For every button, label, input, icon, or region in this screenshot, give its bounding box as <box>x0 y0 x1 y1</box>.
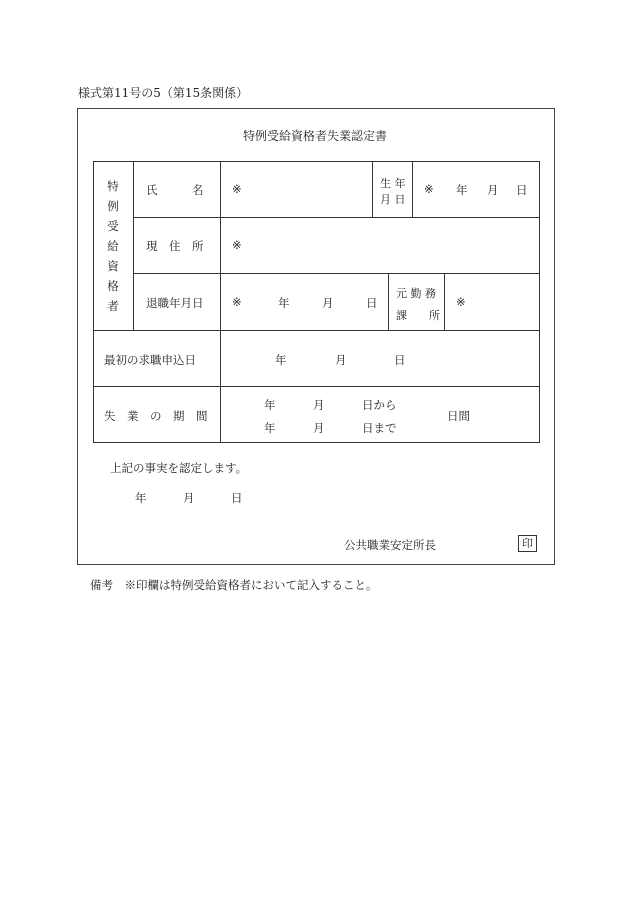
retirement-month-unit: 月 <box>322 296 334 310</box>
birth-year-unit: 年 <box>456 183 468 197</box>
remarks-note: 備考 ※印欄は特例受給資格者において記入すること。 <box>90 578 378 592</box>
first-application-month-unit: 月 <box>335 353 347 367</box>
certification-month-unit: 月 <box>183 491 195 505</box>
period-days-unit: 日間 <box>447 409 470 423</box>
birth-day-unit: 日 <box>516 183 528 197</box>
period-from-month-unit: 月 <box>313 398 325 412</box>
name-field[interactable]: ※ <box>232 182 242 196</box>
name-label: 氏 名 <box>146 183 204 197</box>
unemployment-period-label: 失 業 の 期 間 <box>104 409 208 423</box>
side-label-char: 給 <box>107 239 119 253</box>
retirement-day-unit: 日 <box>366 296 378 310</box>
first-application-label: 最初の求職申込日 <box>104 353 196 367</box>
period-to-month-unit: 月 <box>313 421 325 435</box>
retirement-year-unit: 年 <box>278 296 290 310</box>
birth-date-label-line2: 月 日 <box>380 193 406 206</box>
address-field[interactable]: ※ <box>232 238 242 252</box>
retirement-date-label: 退職年月日 <box>146 296 204 310</box>
document-frame <box>77 108 555 565</box>
certification-statement: 上記の事実を認定します。 <box>110 461 248 475</box>
period-from-day-unit: 日から <box>362 398 397 412</box>
first-application-year-unit: 年 <box>275 353 287 367</box>
birth-date-mark: ※ <box>424 182 434 196</box>
period-to-year-unit: 年 <box>264 421 276 435</box>
side-label-char: 格 <box>107 279 119 293</box>
form-number-label: 様式第11号の5（第15条関係） <box>78 86 249 100</box>
birth-month-unit: 月 <box>487 183 499 197</box>
birth-date-label-line1: 生 年 <box>380 177 406 190</box>
seal-stamp-box[interactable]: 印 <box>518 535 537 552</box>
former-employer-label-line1: 元 勤 務 <box>396 287 436 300</box>
side-label-char: 者 <box>107 299 119 313</box>
period-to-day-unit: 日まで <box>362 421 397 435</box>
side-label-char: 特 <box>107 179 119 193</box>
period-from-year-unit: 年 <box>264 398 276 412</box>
address-label: 現 住 所 <box>146 239 204 253</box>
certification-day-unit: 日 <box>231 491 243 505</box>
side-label-char: 受 <box>107 219 119 233</box>
signatory-title: 公共職業安定所長 <box>344 538 436 552</box>
certification-year-unit: 年 <box>135 491 147 505</box>
document-title: 特例受給資格者失業認定書 <box>242 129 387 143</box>
side-label-char: 資 <box>107 259 119 273</box>
retirement-date-mark: ※ <box>232 295 242 309</box>
former-employer-label-line2: 課 所 <box>396 309 440 322</box>
first-application-day-unit: 日 <box>394 353 406 367</box>
side-label-char: 例 <box>107 199 119 213</box>
side-label-special-recipient <box>93 161 133 331</box>
former-employer-field[interactable]: ※ <box>456 295 466 309</box>
